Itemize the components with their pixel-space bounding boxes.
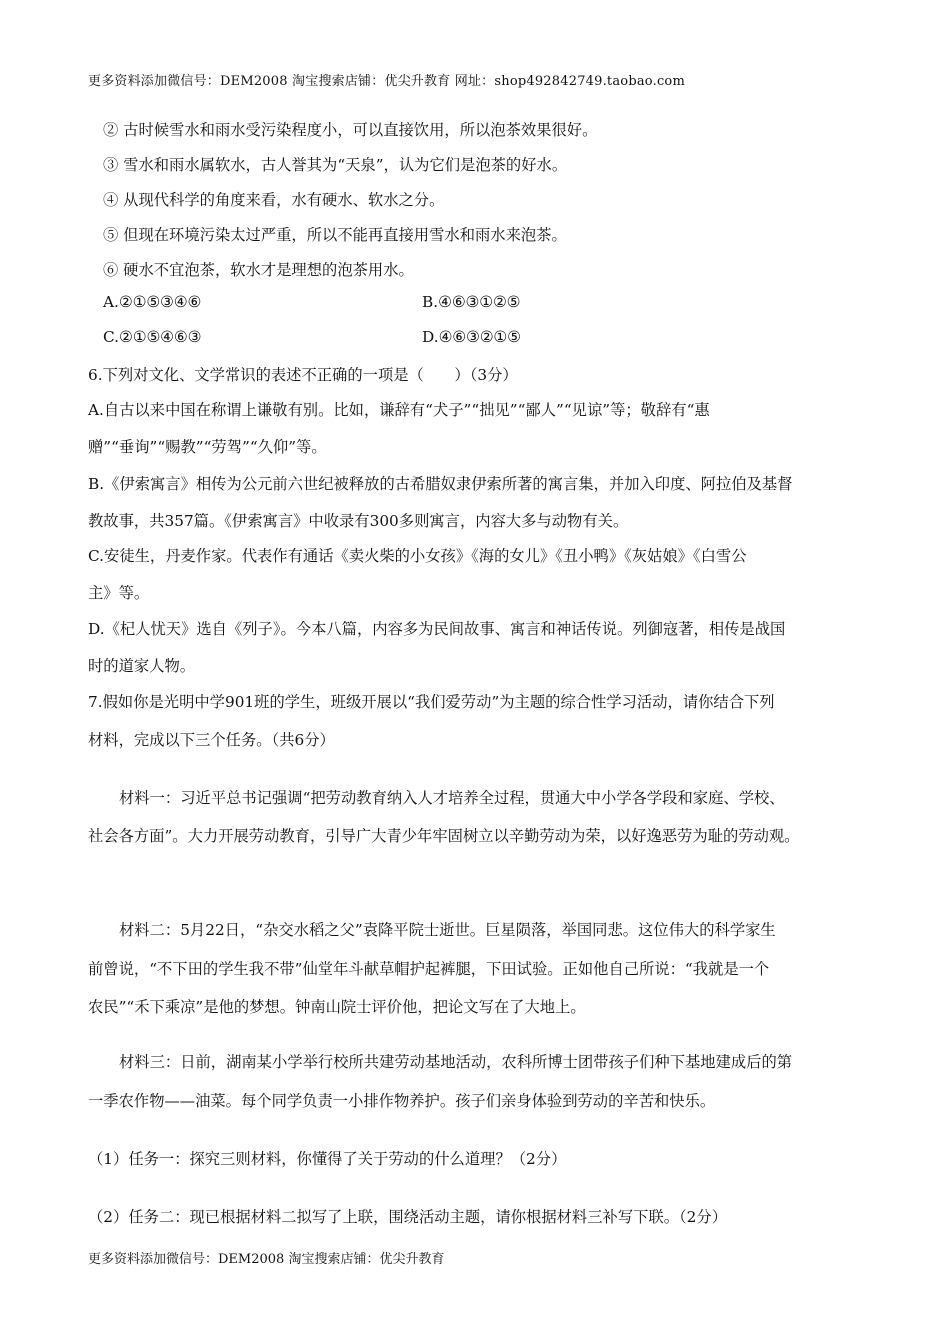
q6-option-b-line2: 教故事，共357篇。《伊索寓言》中收录有300多则寓言，内容大多与动物有关。	[88, 512, 629, 530]
q5-item-3: ③ 雪水和雨水属软水，古人誉其为“天泉”，认为它们是泡茶的好水。	[103, 156, 568, 174]
q6-option-c-line2: 主》等。	[88, 584, 150, 602]
material-3-line2: 一季农作物——油菜。每个同学负责一小排作物养护。孩子们亲身体验到劳动的辛苦和快乐。	[88, 1092, 716, 1110]
page-footer: 更多资料添加微信号：DEM2008 淘宝搜索店铺：优尖升教育	[88, 1252, 445, 1267]
q6-option-d-line1: D.《杞人忧天》选自《列子》。今本八篇，内容多为民间故事、寓言和神话传说。列御寇著，相传是战国	[88, 620, 786, 638]
material-1-line2: 社会各方面”。大力开展劳动教育，引导广大青少年牢固树立以辛勤劳动为荣，以好逸恶劳为耻的劳动观。	[88, 827, 800, 845]
q5-option-d: D.④⑥③②①⑤	[422, 328, 521, 346]
material-3-line1: 材料三：日前，湖南某小学举行校所共建劳动基地活动，农科所博士团带孩子们种下基地建成后的第	[119, 1053, 793, 1071]
q5-item-4: ④ 从现代科学的角度来看，水有硬水、软水之分。	[103, 191, 445, 209]
q5-item-2: ② 古时候雪水和雨水受污染程度小，可以直接饮用，所以泡茶效果很好。	[103, 121, 598, 139]
q7-stem-line2: 材料，完成以下三个任务。（共6分）	[88, 731, 335, 749]
task-2: （2）任务二：现已根据材料二拟写了上联，围绕活动主题，请你根据材料三补写下联。（2分）	[88, 1208, 727, 1226]
task-1: （1）任务一：探究三则材料，你懂得了关于劳动的什么道理？（2分）	[88, 1150, 567, 1168]
q5-item-5: ⑤ 但现在环境污染太过严重，所以不能再直接用雪水和雨水来泡茶。	[103, 226, 567, 244]
material-1-line1: 材料一：习近平总书记强调“把劳动教育纳入人才培养全过程，贯通大中小学各学段和家庭、学校、	[119, 789, 785, 807]
q5-option-a: A.②①⑤③④⑥	[103, 293, 202, 311]
q5-option-b: B.④⑥③①②⑤	[422, 293, 521, 311]
q7-stem-line1: 7.假如你是光明中学901班的学生，班级开展以“我们爱劳动”为主题的综合性学习活动，请你结合下列	[88, 693, 775, 711]
q6-option-b-line1: B.《伊索寓言》相传为公元前六世纪被释放的古希腊奴隶伊索所著的寓言集，并加入印度、阿拉伯及基督	[88, 475, 793, 493]
q6-option-a-line1: A.自古以来中国在称谓上谦敬有别。比如，谦辞有“犬子”“拙见”“鄙人”“见谅”等；敬辞有“惠	[88, 401, 710, 419]
q5-item-6: ⑥ 硬水不宜泡茶，软水才是理想的泡茶用水。	[103, 261, 414, 279]
material-2-line3: 农民”“禾下乘凉”是他的梦想。钟南山院士评价他，把论文写在了大地上。	[88, 998, 586, 1016]
material-2-line1: 材料二：5月22日，“杂交水稻之父”袁降平院士逝世。巨星陨落，举国同悲。这位伟大的科学家生	[119, 921, 776, 939]
q6-option-d-line2: 时的道家人物。	[88, 657, 196, 675]
q5-option-c: C.②①⑤④⑥③	[103, 328, 202, 346]
page-header: 更多资料添加微信号：DEM2008 淘宝搜索店铺：优尖升教育 网址：shop492842749.taobao.com	[88, 74, 685, 89]
q6-option-c-line1: C.安徒生，丹麦作家。代表作有通话《卖火柴的小女孩》《海的女儿》《丑小鸭》《灰姑娘》《白雪公	[88, 547, 747, 565]
q6-option-a-line2: 赠”“垂询”“赐教”“劳驾”“久仰”等。	[88, 438, 327, 456]
material-2-line2: 前曾说，“不下田的学生我不带”仙堂年斗献草帽护起裤腿，下田试验。正如他自己所说：“我就是一个	[88, 960, 770, 978]
q6-stem: 6.下列对文化、文学常识的表述不正确的一项是（ ）（3分）	[88, 366, 518, 384]
